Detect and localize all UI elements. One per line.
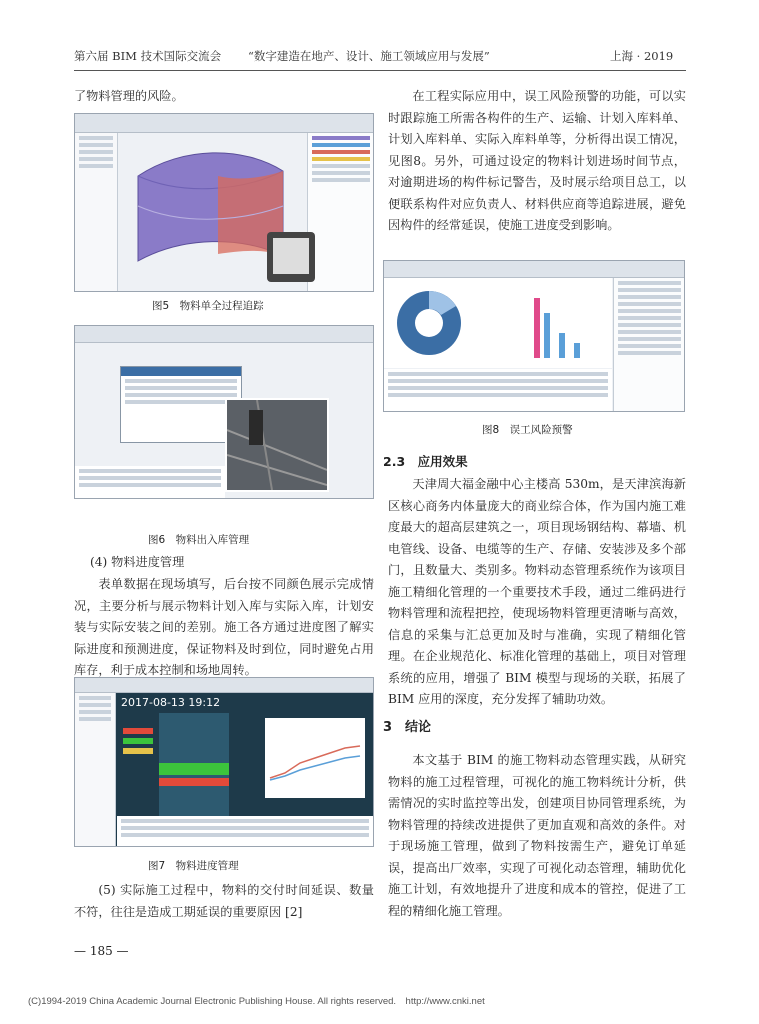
fig5-tree-panel: [75, 133, 118, 291]
fig5-caption: 图5 物料单全过程追踪: [152, 300, 264, 312]
copyright-footer: (C)1994-2019 China Academic Journal Electronic Publishing House. All rights reserved. http://www.cnki.net: [28, 996, 485, 1007]
right-para-1: 天津周大福金融中心主楼高 530m，是天津滨海新区核心商务内体量庞大的商业综合体，作为国内施工难度最大的超高层建筑之一，项目现场钢结构、幕墙、机电管线、设备、电缆等的生产、存储、安装涉及多个部门，且数量大、类别多。物料动态管理系统作为该项目施工精细化管理的一个重要技术手段，通过二维码进行物料管理和流程把控，使现场物料管理更清晰与高效，信息的采集与汇总更加及时与准确，实现了精细化管理。在企业规范化、标准化管理的基础上，项目对管理系统的应用，增强了 BIM 模型与现场的关联，拓展了 BIM 应用的深度，充分发挥了辅助功效。: [388, 477, 686, 706]
left-para-1: 表单数据在现场填写，后台按不同颜色展示完成情况，主要分析与展示物料计划入库与实际入库，计划安装与实际安装之间的差别。施工各方通过进度图了解实际进度和预测进度，保证物料及时到位，同时避免占用库存，利于成本控制和场地周转。: [74, 577, 374, 677]
fig7-tree-panel: [75, 693, 116, 846]
fig7-date-overlay: 2017-08-13 19:12: [121, 696, 221, 709]
page-number: — 185 —: [74, 944, 129, 958]
fig7-caption: 图7 物料进度管理: [148, 860, 239, 872]
fig7-screenshot: [74, 677, 374, 847]
fig8-list-panel: [613, 278, 685, 411]
header-rule: [74, 70, 686, 71]
left-para-0: 了物料管理的风险。: [74, 89, 184, 103]
right-para-0: 在工程实际应用中，误工风险预警的功能，可以实时跟踪施工所需各构件的生产、运输、计划入库料单、计划入库料单、实际入库料单等，分析得出误工情况，见图8。另外，可通过设定的物料计划进场时间节点，对逾期进场的构件标记警告，及时展示给项目总工，以便联系构件对应负责人、材料供应商等追踪进展，避免因构件的经常延误，使施工进度受到影响。: [388, 89, 686, 232]
section-3-heading: 3 结论: [383, 720, 432, 735]
fig5-legend-panel: [307, 133, 374, 291]
left-heading-4: (4) 物料进度管理: [90, 555, 185, 569]
fig6-table: [75, 466, 225, 498]
header-location-year: 上海 · 2019: [610, 49, 674, 63]
fig8-toolbar: [384, 261, 684, 278]
fig5-toolbar: [75, 114, 373, 133]
fig7-toolbar: [75, 678, 373, 693]
left-para-2: (5) 实际施工过程中，物料的交付时间延误、数量不符，往往是造成工期延误的重要原因 [2]: [74, 883, 374, 919]
fig5-tablet-photo: [267, 232, 315, 282]
header-topic: “数字建造在地产、设计、施工领域应用与发展”: [248, 49, 490, 63]
fig6-site-photo: [225, 398, 329, 492]
fig6-toolbar: [75, 326, 373, 343]
fig7-table: [117, 816, 373, 846]
fig6-screenshot: [74, 325, 374, 499]
fig6-dialog: [120, 366, 242, 443]
fig5-screenshot: [74, 113, 374, 292]
fig8-chart-area: [384, 278, 612, 368]
fig7-progress-chart: [265, 718, 365, 798]
fig8-screenshot: [383, 260, 685, 412]
fig8-table: [384, 369, 612, 411]
section-2-3-heading: 2.3 应用效果: [383, 454, 468, 469]
header-conference: 第六届 BIM 技术国际交流会: [74, 49, 222, 63]
right-para-2: 本文基于 BIM 的施工物料动态管理实践，从研究物料的施工过程管理，可视化的施工物料统计分析，供需情况的实时监控等出发，创建项目协同管理系统，为物料管理的持续改进提供了更加直观和高效的条件。对于现场施工管理，做到了物料按需生产，避免订单延误，提高出厂效率，实现了可视化动态管理，辅助优化施工计划，有效地提升了进度和成本的管控，促进了工程的精细化施工管理。: [388, 753, 686, 918]
fig8-caption: 图8 误工风险预警: [482, 424, 573, 436]
fig6-caption: 图6 物料出入库管理: [148, 534, 250, 546]
